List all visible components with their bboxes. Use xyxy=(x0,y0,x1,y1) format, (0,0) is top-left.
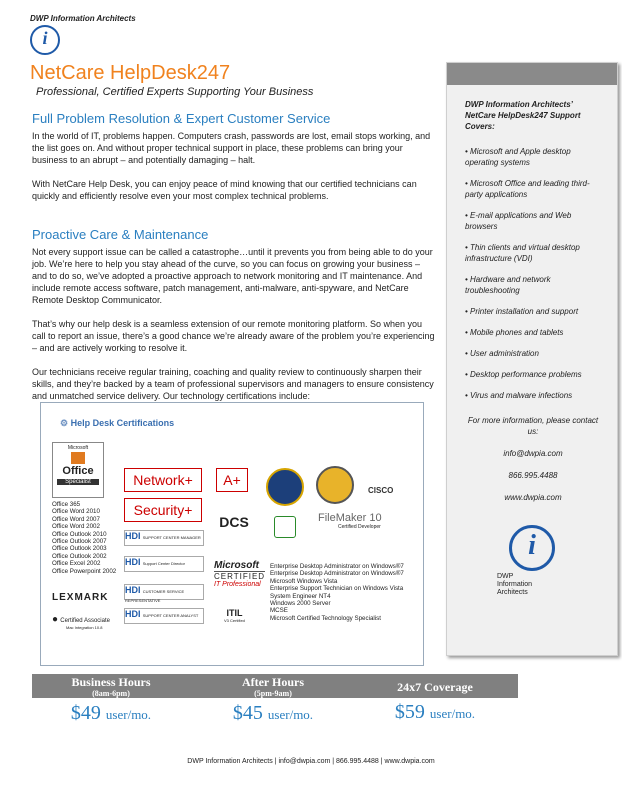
sidebar-item: • Printer installation and support xyxy=(465,307,579,316)
contact-email-link[interactable]: info@dwpia.com xyxy=(503,449,563,458)
pricing-unit: user/mo. xyxy=(105,707,152,722)
cert-list-item: Office Word 2010 xyxy=(52,508,100,516)
cert-list-item: Office 365 xyxy=(52,501,81,508)
contact-web-link[interactable]: www.dwpia.com xyxy=(504,493,562,502)
sidebar-item: • Hardware and network troubleshooting xyxy=(465,275,551,295)
section-heading: Full Problem Resolution & Expert Customer Service xyxy=(32,111,331,126)
hdi-mark: HDI xyxy=(125,557,141,567)
sidebar-logo-line: Architects xyxy=(497,589,528,596)
hdi-badge xyxy=(124,608,204,624)
sidebar-item: • User administration xyxy=(465,349,539,358)
section-heading: Proactive Care & Maintenance xyxy=(32,227,209,242)
contact-label: For more information, please contact us: xyxy=(467,416,599,436)
microsoft-certified-badge xyxy=(214,560,265,588)
pricing-after-hours xyxy=(198,676,348,725)
cert-list-item: Windows 2000 Server xyxy=(270,600,331,608)
apple-cert-sub: Mac Integration 10.8 xyxy=(66,625,103,630)
pricing-unit: user/mo. xyxy=(429,706,476,721)
seal-icon xyxy=(266,468,304,506)
itil-label: ITIL xyxy=(226,608,243,618)
hdi-text: SUPPORT CENTER MANAGER xyxy=(142,535,201,540)
sidebar-logo-line: Information xyxy=(497,581,533,588)
hdi-text: CUSTOMER SERVICE REPRESENTATIVE xyxy=(125,589,185,603)
section-paragraph: With NetCare Help Desk, you can enjoy peace of mind knowing that our certified technicians can quickly and efficiently resolve even your most complex technical problems. xyxy=(32,179,417,201)
pricing-hours: (5pm-9am) xyxy=(254,689,292,698)
pricing-name: 24x7 Coverage xyxy=(397,680,473,694)
badge-bottom: Specialist xyxy=(57,479,99,485)
pricing-hours: (8am-6pm) xyxy=(92,689,130,698)
award-seal-icon xyxy=(316,466,354,504)
certifications-title-text: Help Desk Certifications xyxy=(70,418,175,428)
sidebar xyxy=(446,62,618,656)
cert-list-item: Office Word 2002 xyxy=(52,523,100,531)
ms-cert-bottom: IT Professional xyxy=(214,581,261,588)
company-logo-name: DWP Information Architects xyxy=(30,14,136,23)
office-specialist-badge xyxy=(52,442,104,498)
cert-list-item: Microsoft Certified Technology Specialist xyxy=(270,614,381,622)
certifications-title xyxy=(60,418,174,429)
sidebar-item: • Desktop performance problems xyxy=(465,370,582,379)
sidebar-heading: DWP Information Architects’ NetCare HelpDesk247 Support Covers: xyxy=(465,100,581,131)
gear-icon: ⚙ xyxy=(60,418,69,428)
cert-list-item: Office Word 2007 xyxy=(52,515,100,523)
itil-logo xyxy=(224,608,245,623)
info-logo-glyph: i xyxy=(42,28,48,48)
itil-sub: V3 Certified xyxy=(224,618,245,623)
section-paragraph: Not every support issue can be called a catastrophe…until it prevents you from being able to do your job. We’re here to help you stay ahead of the curve, so you can focus on growing your business – and to do so, we’ve adopted a proactive approach to network monitoring and IT maintenance. And include remote access software, patch management, anti-malware, anti-spyware, and NetCare Remote Desktop Communicator. xyxy=(32,247,433,305)
hdi-badge xyxy=(124,556,204,572)
page-title: NetCare HelpDesk247 xyxy=(30,62,231,84)
sidebar-item: • Thin clients and virtual desktop infrastructure (VDI) xyxy=(465,243,580,263)
cert-list-item: Office Powerpoint 2002 xyxy=(52,567,117,575)
apple-certified-badge xyxy=(52,614,110,630)
pricing-amount: $59 xyxy=(394,701,425,723)
ms-cert-top: Microsoft xyxy=(214,560,259,571)
cert-list-item: System Engineer NT4 xyxy=(270,592,331,600)
badge-top: Microsoft xyxy=(67,445,89,451)
pricing-amount: $45 xyxy=(232,702,263,724)
cert-list-item: MCSE xyxy=(270,607,288,615)
info-logo-icon xyxy=(30,25,60,55)
info-logo-glyph: i xyxy=(528,530,536,561)
badge-main: Office xyxy=(62,465,94,477)
info-logo-icon xyxy=(509,525,555,571)
sidebar-contact xyxy=(465,415,601,503)
pricing-unit: user/mo. xyxy=(267,707,314,722)
hdi-mark: HDI xyxy=(125,585,141,595)
cert-list-item: Microsoft Windows Vista xyxy=(270,577,338,585)
cert-list-item: Office Outlook 2003 xyxy=(52,545,107,553)
comptia-security-badge: Security+ xyxy=(124,498,202,522)
page-subtitle: Professional, Certified Experts Supporting Your Business xyxy=(36,86,314,98)
filemaker-label: FileMaker 10 xyxy=(318,512,382,524)
section-service xyxy=(32,111,437,202)
filemaker-logo xyxy=(318,512,382,530)
cert-list-item: Office Outlook 2007 xyxy=(52,538,107,546)
cisco-logo: CISCO xyxy=(368,486,394,495)
section-paragraph: That’s why our help desk is a seamless extension of our remote monitoring platform. So when you call to report an issue, there’s a good chance we’re already aware of the problem you’re experiencing – and are actively working to resolve it. xyxy=(32,319,435,353)
cert-list-item: Enterprise Desktop Administrator on Windows®7 xyxy=(270,570,404,578)
microsoft-cert-list xyxy=(270,563,404,622)
company-logo xyxy=(30,14,136,55)
dcs-logo: DCS xyxy=(219,514,249,530)
cert-list-item: Office Outlook 2002 xyxy=(52,552,107,560)
green-belt-icon xyxy=(274,516,296,538)
hdi-mark: HDI xyxy=(125,609,141,619)
ms-cert-main: CERTIFIED xyxy=(214,572,266,581)
contact-phone: 866.995.4488 xyxy=(508,471,558,480)
sidebar-item: • Microsoft and Apple desktop operating systems xyxy=(465,147,571,167)
pricing-name: Business Hours xyxy=(71,675,151,689)
apple-cert-label: Certified Associate xyxy=(60,618,110,624)
sidebar-item: • Microsoft Office and leading third-party applications xyxy=(465,179,590,199)
office-cert-list xyxy=(52,501,116,575)
section-paragraph: Our technicians receive regular training, coaching and quality review to continuously sharpen their skills, and they’re backed by a team of professional supervisors and managers to ensure consistency and unmatched service delivery. Our technology certifications include: xyxy=(32,367,434,401)
apple-icon: ● xyxy=(52,614,59,625)
pricing-amount: $49 xyxy=(70,702,101,724)
hdi-badge xyxy=(124,530,204,546)
filemaker-sub: Certified Developer xyxy=(338,524,381,530)
pricing-business-hours xyxy=(36,676,186,725)
hdi-mark: HDI xyxy=(125,531,141,541)
office-icon xyxy=(71,452,85,464)
comptia-a-badge: A+ xyxy=(216,468,248,492)
cert-list-item: Office Outlook 2010 xyxy=(52,530,107,538)
pricing-name: After Hours xyxy=(241,675,305,689)
sidebar-item: • E-mail applications and Web browsers xyxy=(465,211,572,231)
cert-list-item: Enterprise Support Technician on Windows Vista xyxy=(270,585,404,593)
page-footer: DWP Information Architects | info@dwpia.com | 866.995.4488 | www.dwpia.com xyxy=(187,758,435,765)
sidebar-band xyxy=(447,63,617,85)
sidebar-item: • Mobile phones and tablets xyxy=(465,328,564,337)
hdi-text: Support Center Director xyxy=(142,561,185,566)
hdi-badge xyxy=(124,584,204,603)
cert-list-item: Office Excel 2002 xyxy=(52,560,101,568)
sidebar-item: • Virus and malware infections xyxy=(465,391,573,400)
comptia-network-badge: Network+ xyxy=(124,468,202,492)
sidebar-logo xyxy=(497,525,567,597)
sidebar-logo-line: DWP xyxy=(497,573,514,580)
lexmark-logo: LEXMARK xyxy=(52,592,109,603)
section-proactive xyxy=(32,227,437,402)
section-paragraph: In the world of IT, problems happen. Computers crash, passwords are lost, email stops working, and the list goes on. And without proper technical support in place, these problems can bring your business to an abrupt – and potentially damaging – halt. xyxy=(32,131,431,165)
cert-list-item: Enterprise Desktop Administrator on Windows®7 xyxy=(270,563,404,570)
pricing-24x7 xyxy=(360,676,510,724)
hdi-text: SUPPORT CENTER ANALYST xyxy=(142,613,199,618)
